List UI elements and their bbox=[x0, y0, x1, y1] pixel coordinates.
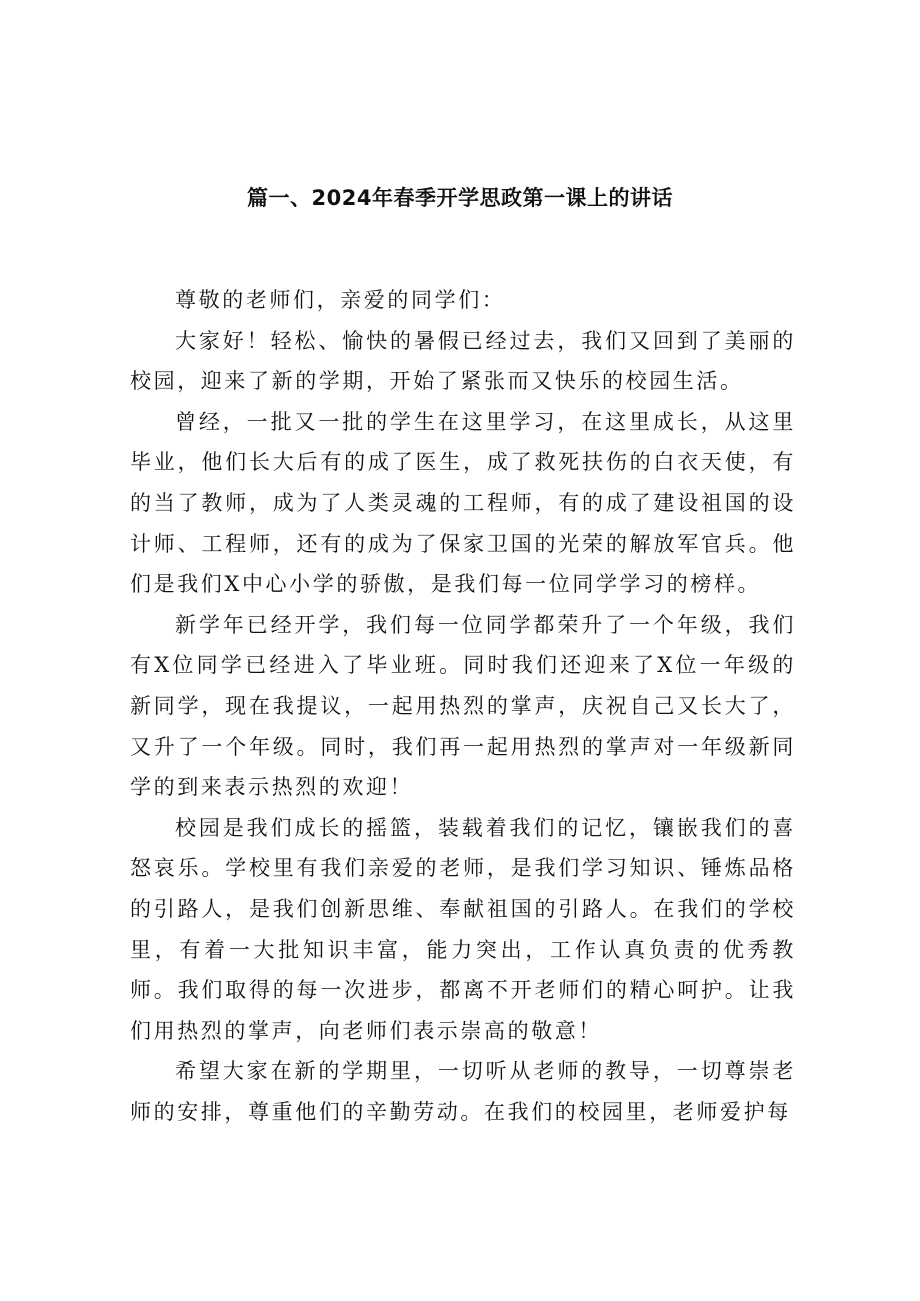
paragraph-3: 新学年已经开学，我们每一位同学都荣升了一个年级，我们有X位同学已经进入了毕业班。同时我们还迎来了X位一年级的新同学，现在我提议，一起用热烈的掌声，庆祝自己又长大了，又升了一个年级。同时，我们再一起用热烈的掌声对一年级新同学的到来表示热烈的欢迎！ bbox=[130, 612, 796, 800]
paragraph-4: 校园是我们成长的摇篮，装载着我们的记忆，镶嵌我们的喜怒哀乐。学校里有我们亲爱的老师，是我们学习知识、锤炼品格的引路人，是我们创新思维、奉献祖国的引路人。在我们的学校里，有着一大批知识丰富，能力突出，工作认真负责的优秀教师。我们取得的每一次进步，都离不开老师们的精心呵护。让我们用热烈的掌声，向老师们表示崇高的敬意！ bbox=[130, 815, 796, 1043]
paragraph-5: 希望大家在新的学期里，一切听从老师的教导，一切尊崇老师的安排，尊重他们的辛勤劳动。在我们的校园里，老师爱护每 bbox=[130, 1059, 796, 1124]
document-title: 篇一、2024年春季开学思政第一课上的讲话 bbox=[247, 186, 673, 210]
document-body bbox=[130, 280, 796, 1132]
paragraph-2: 曾经，一批又一批的学生在这里学习，在这里成长，从这里毕业，他们长大后有的成了医生，成了救死扶伤的白衣天使，有的当了教师，成为了人类灵魂的工程师，有的成了建设祖国的设计师、工程师，还有的成为了保家卫国的光荣的解放军官兵。他们是我们X中心小学的骄傲，是我们每一位同学学习的榜样。 bbox=[130, 409, 796, 597]
salutation: 尊敬的老师们，亲爱的同学们： bbox=[175, 288, 506, 312]
paragraph-1: 大家好！轻松、愉快的暑假已经过去，我们又回到了美丽的校园，迎来了新的学期，开始了紧张而又快乐的校园生活。 bbox=[130, 328, 796, 394]
